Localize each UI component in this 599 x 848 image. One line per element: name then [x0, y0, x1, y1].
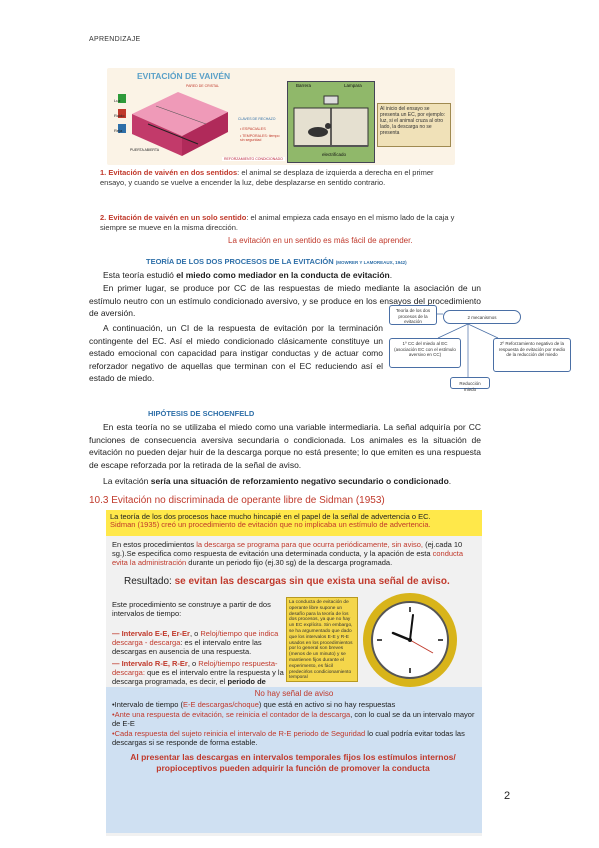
- lamp-label: Lampara: [344, 83, 362, 88]
- interval-ee: — Intervalo E-E, Er-Er, o Reloj/tiempo que indica descarga - descarga: es el intervalo entre las descargas en ausencia de una respuesta.: [112, 629, 279, 656]
- clock-image: [363, 593, 457, 687]
- note-box: La conducta de evitación de operante libre supone un desafío para la teoría de los dos procesos, ya que no hay un EC explícito. Sin embargo, se ha argumentado que dado que los intervalos E-E y R-E usados en los procedimientos por lo general son breves (menos de un minuto) y se mantienen fijos durante el experimento, es fácil predecirlos condicionamiento temporal: [286, 597, 358, 682]
- list-item-title: Evitación de vaivén en dos sentidos: [108, 168, 238, 177]
- open-door-label: PUERTA ABIERTA: [130, 148, 160, 152]
- summary-title: No hay señal de aviso: [254, 689, 334, 698]
- summary-bullet: •Ante una respuesta de evitación, se reinicia el contador de la descarga, con lo cual se da un intervalo mayor de E-E: [112, 710, 475, 728]
- highlight-line: Sidman (1935) creó un procedimiento de evitación que no implicaba un estímulo de advertencia.: [110, 520, 431, 529]
- paragraph: En estos procedimientos la descarga se programa para que ocurra periódicamente, sin aviso, (ej.cada 10 sg.).Se especifica como respuesta de evitación una determinada conducta, y la apación de esta conducta evita la administración durante un periodo fijo (ej.30 sg) de la descarga programada.: [112, 540, 464, 567]
- paragraph: A continuación, un CI de la respuesta de evitación por la terminación contingente del EC. Así el miedo condicionado clásicamente constituye un estado emocional con capacidad para instigar conductas y de actuar como reforzador negativo de aquellas que terminan con el EC reduciendo así el estado de miedo.: [89, 323, 383, 383]
- figure-note: Al inicio del ensayo se presenta un EC, por ejemplo: luz, si el animal cruza al otro lado, la descarga no se presenta: [377, 103, 451, 147]
- red-caption: La evitación en un sentido es más fácil de aprender.: [228, 236, 413, 245]
- summary-bullet: •Cada respuesta del sujeto reinicia el intervalo de R-E periodo de Seguridad lo cual podría evitar todas las descargas si se responde de forma estable.: [112, 729, 465, 747]
- result-line: Resultado: se evitan las descargas sin que exista una señal de aviso.: [124, 576, 450, 587]
- list-item: 2. Evitación de vaivén en un solo sentido: el animal empieza cada ensayo en el mismo lado de la caja y siempre se mueve en la misma dirección.: [100, 213, 455, 232]
- paragraph: La evitación sería una situación de reforzamiento negativo secundario o condicionado.: [103, 476, 452, 486]
- page-number: 2: [504, 790, 511, 802]
- noise-label: Ruido: [114, 113, 125, 118]
- interval-re: — Intervalo R-E, R-Er, o Reloj/tiempo respuesta- descarga: que es el intervalo entre la respuesta y la descarga programada, es decir, el periodo de: [112, 659, 284, 686]
- diagram-box-theory: Teoría de los dos procesos de la evitación: [389, 305, 437, 325]
- conditioned-reinforcement-label: REFORZAMIENTO CONDICIONADO: [224, 157, 283, 161]
- grid-label: Reja: [114, 128, 123, 133]
- section-title: HIPÓTESIS DE SCHOENFELD: [148, 409, 255, 418]
- diagram-box-mechanisms: 2 mecanismos: [443, 310, 521, 324]
- paragraph: En esta teoría no se utilizaba el miedo como una variable intermediaria. La señal adquiría por CC funciones de consecuencia aversiva secundaria o condicionada. Los animales es la situación de evitación no pueden dejar huir de la descarga porque no está presente; lo que emiten es una respuesta de escape reforzada por la retirada de la señal de aviso.: [89, 422, 481, 470]
- diagram-box-fear-cc: 1º CC del miedo al EC (asociación EC con el estímulo aversivo en CC): [389, 338, 461, 368]
- electrified-label: electrificado: [322, 152, 347, 157]
- temporal-label: • TEMPORALES: tiempo sin seguridad: [240, 134, 280, 142]
- paragraph: Esta teoría estudió el miedo como mediador en la conducta de evitación.: [103, 270, 393, 280]
- list-item: 1. Evitación de vaivén en dos sentidos: el animal se desplaza de izquierda a derecha en el primer ensayo, y cuando se vuelve a encender la luz, debe desplazarse en sentido contrario.: [100, 168, 434, 187]
- paragraph: En primer lugar, se produce por CC de las respuestas de miedo mediante la asociación de un estímulo neutro con un estímulo condicionado aversivo, y se produce en los ensayos del procedimiento de aversión.: [89, 283, 481, 318]
- section-title: TEORÍA DE LOS DOS PROCESOS DE LA EVITACIÓN (MOWRER Y LAMOREAUX, 1942): [146, 257, 407, 266]
- diagram-box-fear-reduction: Reducción miedo: [450, 377, 490, 389]
- figure-title: EVITACIÓN DE VAIVÉN: [137, 71, 231, 81]
- glass-wall-label: PARED DE CRISTAL: [186, 84, 220, 88]
- highlight-bar: La teoría de los dos procesos hace mucho hincapié en el papel de la señal de advertencia o EC.: [106, 510, 482, 536]
- rejection-cues-label: CLAVES DE RECHAZO: [238, 117, 276, 121]
- diagram-box-negative-reinforcement: 2º Reforzamiento negativo de la respuesta de evitación por medio de la reducción del miedo: [493, 338, 571, 372]
- summary-bullet: •Intervalo de tiempo (E-E descargas/choque) que está en activo si no hay respuestas: [112, 700, 396, 709]
- section-heading: 10.3 Evitación no discriminada de operante libre de Sidman (1953): [89, 495, 385, 506]
- paragraph: Este procedimiento se construye a partir de dos intervalos de tiempo:: [112, 600, 271, 618]
- light-label: Luz: [114, 98, 121, 103]
- summary-conclusion: Al presentar las descargas en intervalos temporales fijos los estímulos internos/ propioceptivos pueden adquirir la función de promover la conducta: [130, 752, 456, 773]
- rat-shuttle-box-photo: [287, 81, 375, 163]
- spatial-label: • ESPACIALES: [240, 127, 266, 131]
- page-header: APRENDIZAJE: [89, 36, 141, 43]
- list-item-title: Evitación de vaivén en un solo sentido: [108, 213, 247, 222]
- barrier-label: Barrera: [296, 83, 312, 88]
